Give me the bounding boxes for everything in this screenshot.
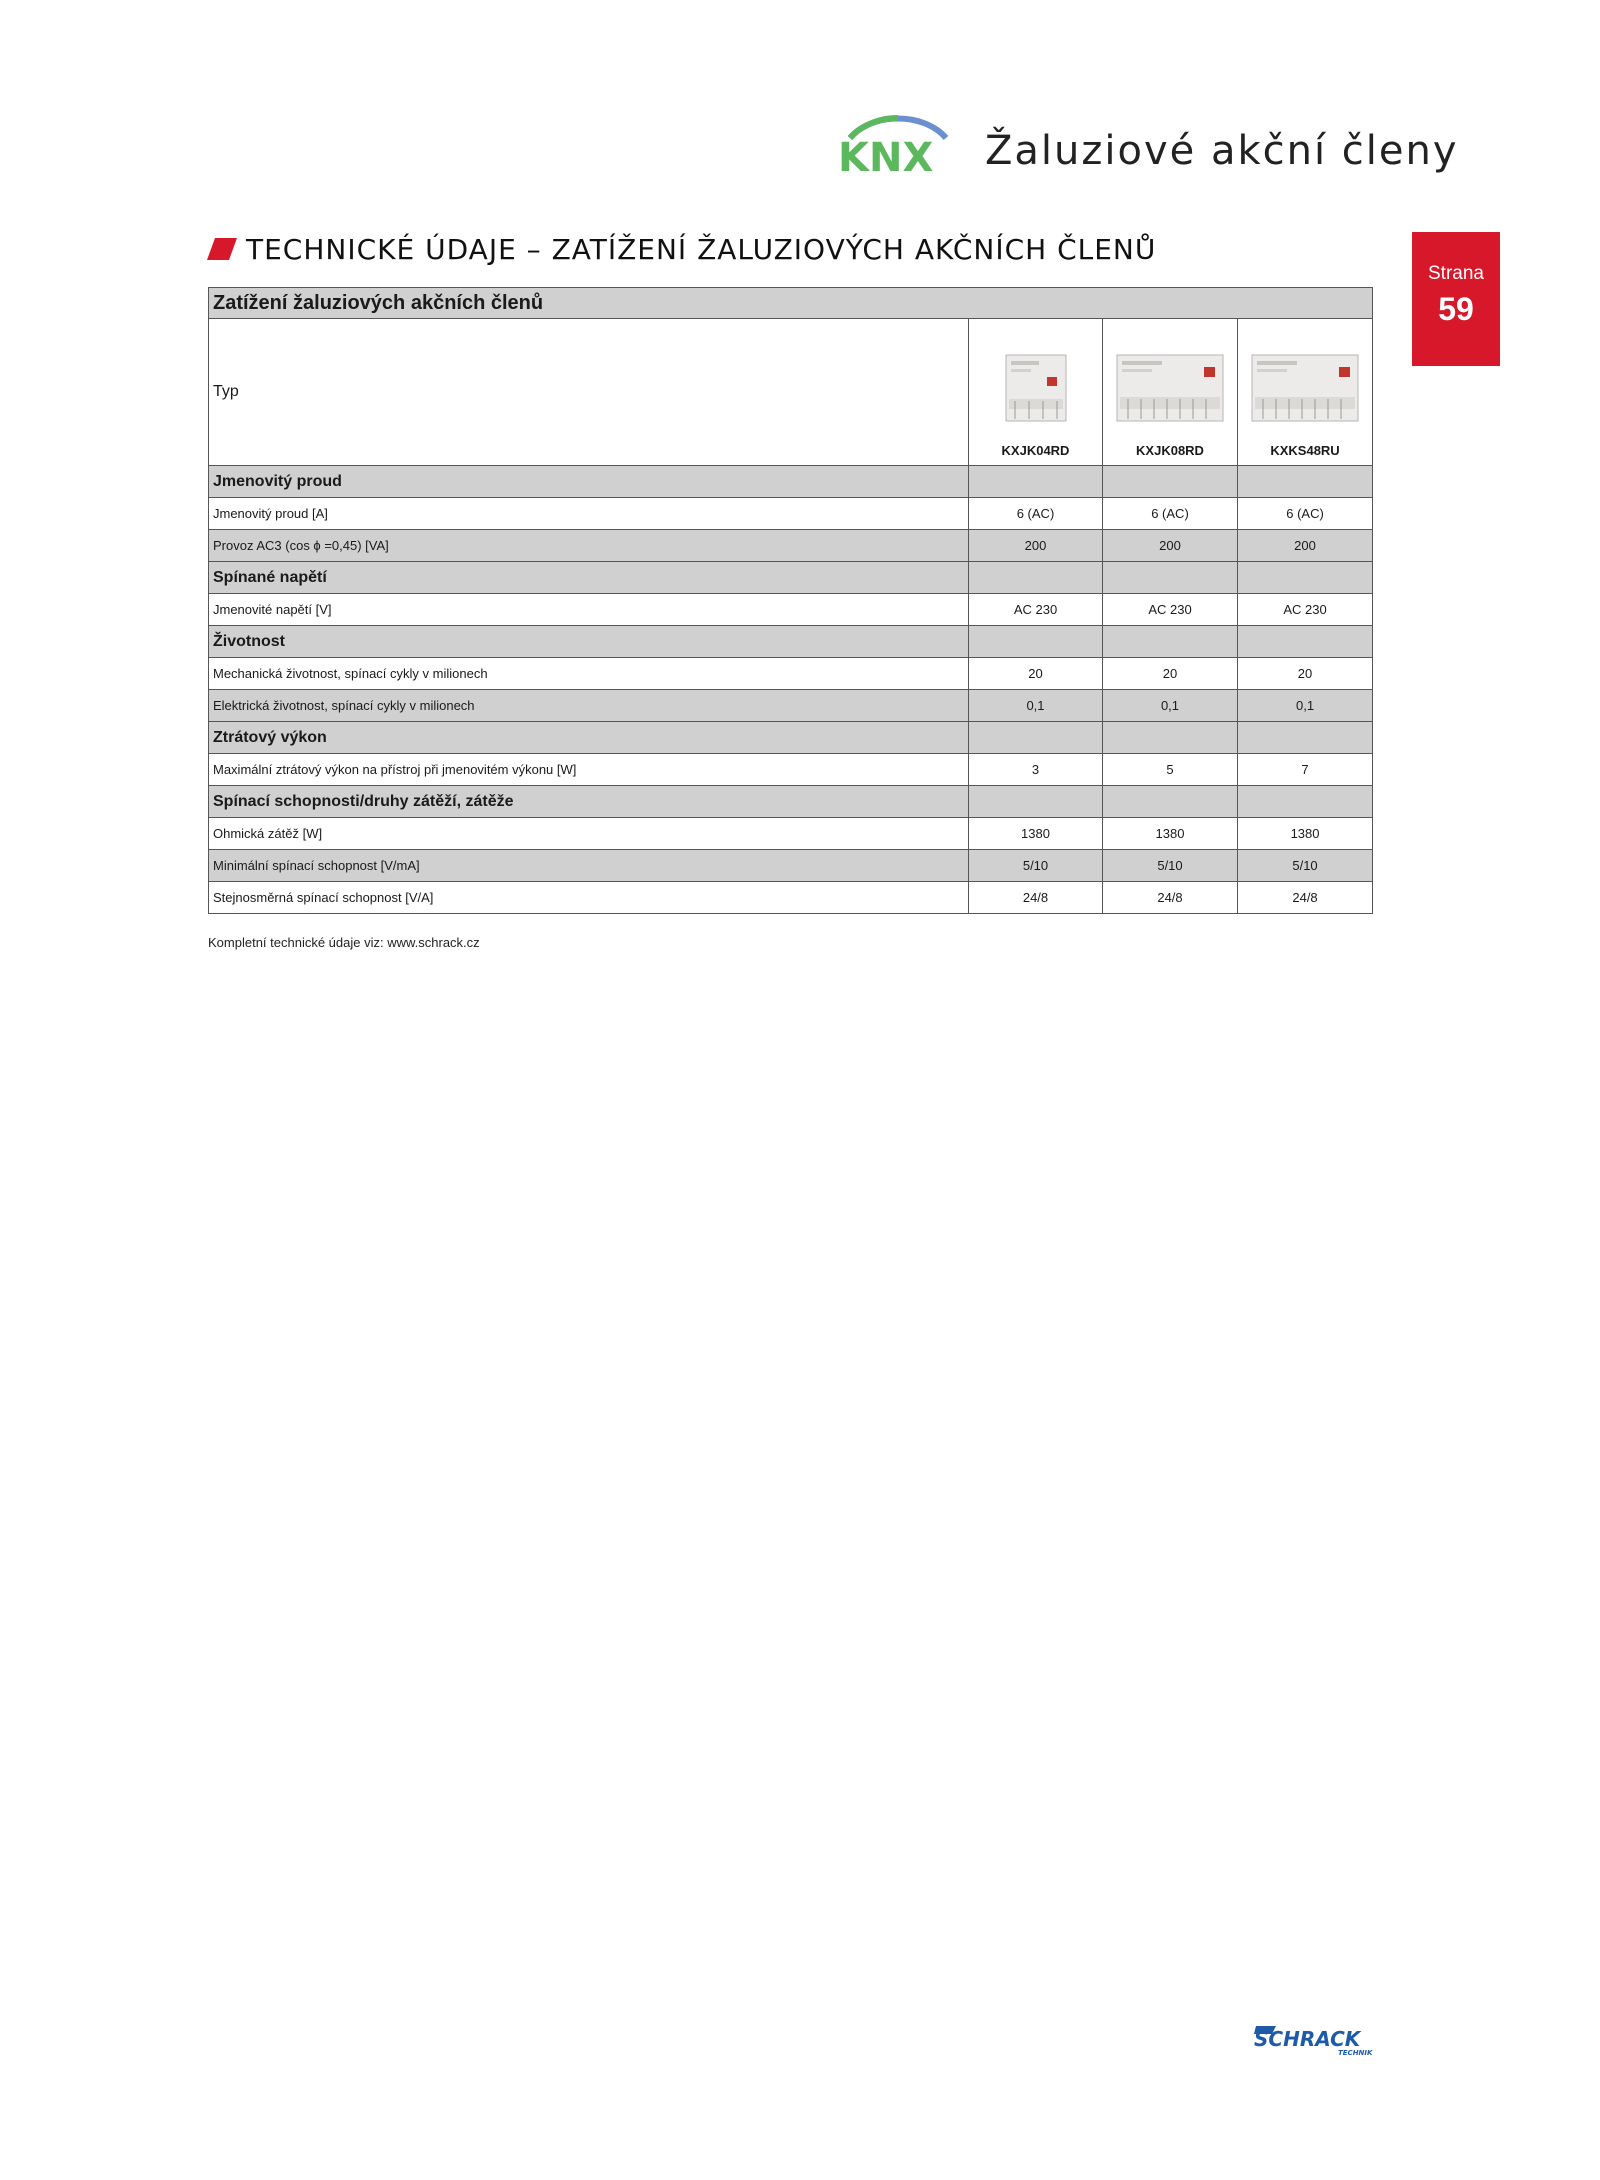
row-value: AC 230 bbox=[1238, 594, 1373, 626]
row-value: 3 bbox=[969, 754, 1103, 786]
page-number: 59 bbox=[1438, 291, 1474, 327]
table-row bbox=[209, 658, 1373, 690]
row-value: 5 bbox=[1103, 754, 1238, 786]
row-value: 6 (AC) bbox=[969, 498, 1103, 530]
row-value: 6 (AC) bbox=[1103, 498, 1238, 530]
group-empty-cell bbox=[1238, 466, 1373, 498]
row-value: AC 230 bbox=[1103, 594, 1238, 626]
table-group-row bbox=[209, 626, 1373, 658]
group-label: Spínací schopnosti/druhy zátěží, zátěže bbox=[209, 786, 969, 818]
group-empty-cell bbox=[1238, 562, 1373, 594]
table-row bbox=[209, 818, 1373, 850]
row-label: Jmenovité napětí [V] bbox=[209, 594, 969, 626]
row-value: AC 230 bbox=[969, 594, 1103, 626]
row-value: 5/10 bbox=[1103, 850, 1238, 882]
page-tab bbox=[1412, 232, 1500, 366]
row-value: 5/10 bbox=[969, 850, 1103, 882]
row-label: Provoz AC3 (cos ϕ =0,45) [VA] bbox=[209, 530, 969, 562]
schrack-logo bbox=[1246, 2022, 1378, 2058]
product-code: KXJK08RD bbox=[1136, 443, 1204, 458]
page-tab-label: Strana bbox=[1428, 263, 1484, 284]
row-value: 6 (AC) bbox=[1238, 498, 1373, 530]
group-empty-cell bbox=[969, 466, 1103, 498]
row-value: 0,1 bbox=[1103, 690, 1238, 722]
document-title: Žaluziové akční členy bbox=[985, 128, 1459, 174]
group-empty-cell bbox=[1103, 562, 1238, 594]
schrack-logo-text: SCHRACK bbox=[1254, 2027, 1361, 2051]
group-empty-cell bbox=[969, 562, 1103, 594]
product-cell bbox=[1103, 319, 1238, 466]
table-group-row bbox=[209, 562, 1373, 594]
row-value: 24/8 bbox=[1238, 882, 1373, 914]
product-image-kxjk04rd bbox=[1005, 351, 1067, 425]
row-value: 200 bbox=[1238, 530, 1373, 562]
table-caption: Zatížení žaluziových akčních členů bbox=[209, 288, 1373, 319]
row-value: 1380 bbox=[1238, 818, 1373, 850]
row-value: 200 bbox=[1103, 530, 1238, 562]
type-row bbox=[209, 319, 1373, 466]
row-value: 1380 bbox=[1103, 818, 1238, 850]
group-label: Spínané napětí bbox=[209, 562, 969, 594]
knx-logo-text: KNX bbox=[838, 135, 934, 178]
table-group-row bbox=[209, 466, 1373, 498]
group-empty-cell bbox=[1238, 626, 1373, 658]
row-label: Elektrická životnost, spínací cykly v milionech bbox=[209, 690, 969, 722]
group-empty-cell bbox=[1103, 626, 1238, 658]
row-label: Minimální spínací schopnost [V/mA] bbox=[209, 850, 969, 882]
row-value: 20 bbox=[969, 658, 1103, 690]
group-empty-cell bbox=[1103, 466, 1238, 498]
group-label: Jmenovitý proud bbox=[209, 466, 969, 498]
product-image-kxks48ru bbox=[1251, 351, 1359, 425]
type-label: Typ bbox=[209, 319, 969, 466]
footnote: Kompletní technické údaje viz: www.schrack.cz bbox=[208, 935, 480, 950]
table-row bbox=[209, 754, 1373, 786]
knx-logo bbox=[832, 108, 962, 178]
product-code: KXKS48RU bbox=[1270, 443, 1340, 458]
row-value: 1380 bbox=[969, 818, 1103, 850]
group-empty-cell bbox=[1103, 722, 1238, 754]
row-value: 0,1 bbox=[969, 690, 1103, 722]
group-empty-cell bbox=[1238, 722, 1373, 754]
table-row bbox=[209, 498, 1373, 530]
group-empty-cell bbox=[969, 722, 1103, 754]
row-label: Mechanická životnost, spínací cykly v milionech bbox=[209, 658, 969, 690]
product-code: KXJK04RD bbox=[1001, 443, 1070, 458]
table-row bbox=[209, 530, 1373, 562]
product-cell bbox=[969, 319, 1103, 466]
schrack-logo-subtext: TECHNIK bbox=[1338, 2049, 1373, 2057]
table-row bbox=[209, 882, 1373, 914]
table-caption-row bbox=[209, 288, 1373, 319]
row-label: Ohmická zátěž [W] bbox=[209, 818, 969, 850]
table-group-row bbox=[209, 786, 1373, 818]
row-value: 200 bbox=[969, 530, 1103, 562]
row-value: 7 bbox=[1238, 754, 1373, 786]
section-title: TECHNICKÉ ÚDAJE – ZATÍŽENÍ ŽALUZIOVÝCH AKČNÍCH ČLENŮ bbox=[246, 233, 1157, 266]
row-label: Stejnosměrná spínací schopnost [V/A] bbox=[209, 882, 969, 914]
table-row bbox=[209, 850, 1373, 882]
table-group-row bbox=[209, 722, 1373, 754]
group-label: Ztrátový výkon bbox=[209, 722, 969, 754]
group-label: Životnost bbox=[209, 626, 969, 658]
row-value: 20 bbox=[1238, 658, 1373, 690]
group-empty-cell bbox=[1238, 786, 1373, 818]
row-value: 0,1 bbox=[1238, 690, 1373, 722]
group-empty-cell bbox=[969, 626, 1103, 658]
table-row bbox=[209, 690, 1373, 722]
spec-table bbox=[208, 287, 1373, 914]
product-image-kxjk08rd bbox=[1116, 351, 1224, 425]
group-empty-cell bbox=[969, 786, 1103, 818]
product-cell bbox=[1238, 319, 1373, 466]
row-value: 20 bbox=[1103, 658, 1238, 690]
row-label: Jmenovitý proud [A] bbox=[209, 498, 969, 530]
group-empty-cell bbox=[1103, 786, 1238, 818]
section-marker-icon bbox=[207, 238, 237, 260]
table-row bbox=[209, 594, 1373, 626]
row-value: 5/10 bbox=[1238, 850, 1373, 882]
row-label: Maximální ztrátový výkon na přístroj při jmenovitém výkonu [W] bbox=[209, 754, 969, 786]
row-value: 24/8 bbox=[969, 882, 1103, 914]
row-value: 24/8 bbox=[1103, 882, 1238, 914]
